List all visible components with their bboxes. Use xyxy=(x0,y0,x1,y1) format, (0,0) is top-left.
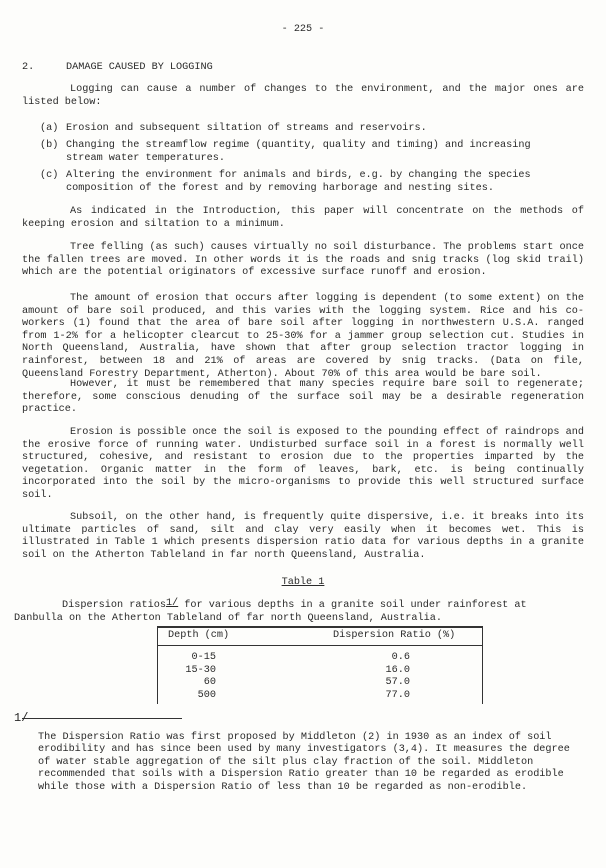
paragraph: Tree felling (as such) causes virtually no soil disturbance. The problems start once the fallen trees are moved. In other words it is the roads and snig tracks (log skid trail) which are the potential originators of excessive surface runoff and erosion. xyxy=(22,242,584,279)
footnote-text: The Dispersion Ratio was first proposed by Middleton (2) in 1930 as an index of soil erodibility and has since been used by many investigators (3,4). It measures the degree of water stable aggregation of the silt plus clay fraction of the soil. Middleton recommended that soils with a Dispersion Ratio greater than 10 be regarded as erodible while those with a Dispersion Ratio of less than 10 be regarded as non-erodible. xyxy=(38,732,570,793)
list-text: Changing the streamflow regime (quantity, quality and timing) and increasing stream water temperatures. xyxy=(66,140,531,164)
depth-cell: 0-15 xyxy=(191,652,216,663)
footnote-ref: 1/ xyxy=(165,598,179,609)
list-text: Erosion and subsequent siltation of streams and reservoirs. xyxy=(66,123,427,134)
ratio-cell: 0.6 xyxy=(391,652,410,663)
paragraph: However, it must be remembered that many species require bare soil to regenerate; therefore, some conscious denuding of the surface soil may be a desirable regeneration practice. xyxy=(22,379,584,416)
intro-paragraph: Logging can cause a number of changes to the environment, and the major ones are listed below: xyxy=(22,84,584,108)
ratio-cell: 77.0 xyxy=(385,689,410,701)
list-item xyxy=(40,170,566,195)
table-title-text: Table 1 xyxy=(281,577,325,588)
ratio-cell: 16.0 xyxy=(385,664,410,676)
table-header-row xyxy=(158,628,482,646)
depth-cell: 15-30 xyxy=(185,664,216,676)
paragraph: Erosion is possible once the soil is exposed to the pounding effect of raindrops and the erosive force of running water. Undisturbed surface soil in a forest is normally well structured, cohesive, and resistant to erosion due to the properties imparted by the vegetation. Organic matter in the form of leaves, bark, etc. is being continually incorporated into the soil by the micro-organisms to provide this well structured surface soil. xyxy=(22,427,584,501)
section-heading: DAMAGE CAUSED BY LOGGING xyxy=(66,62,213,73)
column-header: Depth (cm) xyxy=(168,630,230,641)
table-row xyxy=(158,652,482,665)
depth-cell: 500 xyxy=(197,689,216,701)
caption-text: for various depths in a granite soil under rainforest at Danbulla on the Atherton Tableland of far north Queensland, Australia. xyxy=(14,600,527,624)
table-row xyxy=(158,690,482,703)
column-header: Dispersion Ratio (%) xyxy=(333,630,456,641)
table-row xyxy=(158,665,482,678)
depth-cell: 60 xyxy=(203,677,216,688)
table-title xyxy=(0,577,606,590)
ratio-cell: 57.0 xyxy=(385,677,410,688)
list-label: (a) xyxy=(40,123,59,134)
list-label: (c) xyxy=(40,170,59,181)
page-number: - 225 - xyxy=(281,24,325,35)
paragraph: The amount of erosion that occurs after logging is dependent (to some extent) on the amount of bare soil produced, and this varies with the logging system. Rice and his co-workers (1) found that the area of bare soil after logging in northwestern U.S.A. ranged from 1-2% for a helicopter clearcut to 25-30% for a jammer group selection cut. Studies in North Queensland, Australia, have shown that after group selection tractor logging in rainforest, between 18 and 21% of areas are covered by snig tracks. (Data on file, Queensland Forestry Department, Atherton). About 70% of this area would be bare soil. xyxy=(22,293,584,380)
table-caption xyxy=(14,598,574,625)
paragraph: As indicated in the Introduction, this paper will concentrate on the methods of keeping erosion and siltation to a minimum. xyxy=(22,206,584,230)
list-label: (b) xyxy=(40,140,59,151)
list-text: Altering the environment for animals and birds, e.g. by changing the species composition of the forest and by removing harborage and nesting sites. xyxy=(66,170,531,194)
footnote-rule xyxy=(22,718,182,719)
list-item xyxy=(40,123,566,136)
footnote-mark: 1/ xyxy=(14,711,29,725)
data-table xyxy=(157,626,483,704)
list-item xyxy=(40,140,566,165)
table-row xyxy=(158,677,482,690)
caption-text: Dispersion ratios xyxy=(62,600,166,611)
section-number: 2. xyxy=(22,62,35,73)
paragraph: Subsoil, on the other hand, is frequently quite dispersive, i.e. it breaks into its ultimate particles of sand, silt and clay very easily when it becomes wet. This is illustrated in Table 1 which presents dispersion ratio data for various depths in a granite soil on the Atherton Tableland in far north Queensland, Australia. xyxy=(22,512,584,561)
